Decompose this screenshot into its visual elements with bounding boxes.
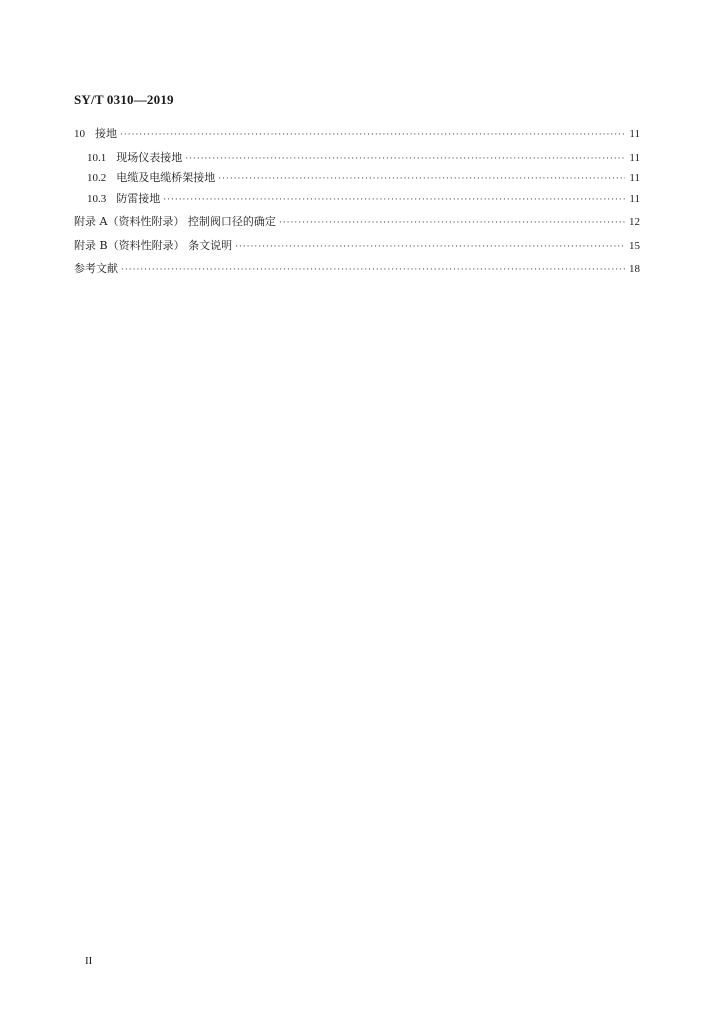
- toc-entry-references[interactable]: [74, 259, 640, 280]
- toc-entry-10-3[interactable]: [74, 189, 640, 210]
- toc-entry-label: 附录 B（资料性附录） 条文说明: [74, 238, 233, 252]
- toc-entry-page: 11: [629, 192, 640, 205]
- toc-entry-page: 11: [629, 172, 640, 184]
- toc-leader-dots: [163, 190, 625, 211]
- table-of-contents: [74, 124, 640, 280]
- toc-entry-page: 12: [629, 216, 640, 228]
- toc-leader-dots: [121, 260, 625, 281]
- toc-entry-label: 现场仪表接地: [116, 150, 183, 164]
- toc-entry-10-2[interactable]: [74, 168, 640, 189]
- document-code: SY/T 0310—2019: [74, 92, 174, 107]
- toc-entry-label: 电缆及电缆桥架接地: [116, 171, 216, 184]
- toc-entry-number: 10.3: [87, 192, 107, 205]
- page-number: II: [85, 955, 93, 967]
- toc-entry-label: 附录 A（资料性附录） 控制阀口径的确定: [74, 215, 276, 228]
- toc-entry-number: 10.1: [87, 151, 107, 164]
- toc-entry-number: 10.2: [87, 172, 107, 184]
- toc-leader-dots: [218, 169, 625, 190]
- toc-entry-10[interactable]: [74, 124, 640, 145]
- toc-entry-number: 10: [74, 128, 85, 140]
- toc-leader-dots: [235, 237, 625, 258]
- toc-leader-dots: [120, 125, 625, 146]
- toc-entry-page: 15: [629, 239, 640, 252]
- toc-entry-10-1[interactable]: [74, 148, 640, 169]
- toc-entry-page: 11: [629, 151, 640, 164]
- toc-entry-label: 接地: [95, 127, 117, 140]
- toc-entry-label: 参考文献: [74, 262, 118, 275]
- toc-entry-label: 防雷接地: [116, 191, 161, 205]
- toc-leader-dots: [185, 149, 625, 170]
- toc-entry-appendix-a[interactable]: [74, 212, 640, 233]
- toc-leader-dots: [279, 213, 625, 234]
- toc-entry-page: 11: [629, 128, 640, 140]
- toc-entry-page: 18: [629, 263, 640, 275]
- toc-entry-appendix-b[interactable]: [74, 236, 640, 257]
